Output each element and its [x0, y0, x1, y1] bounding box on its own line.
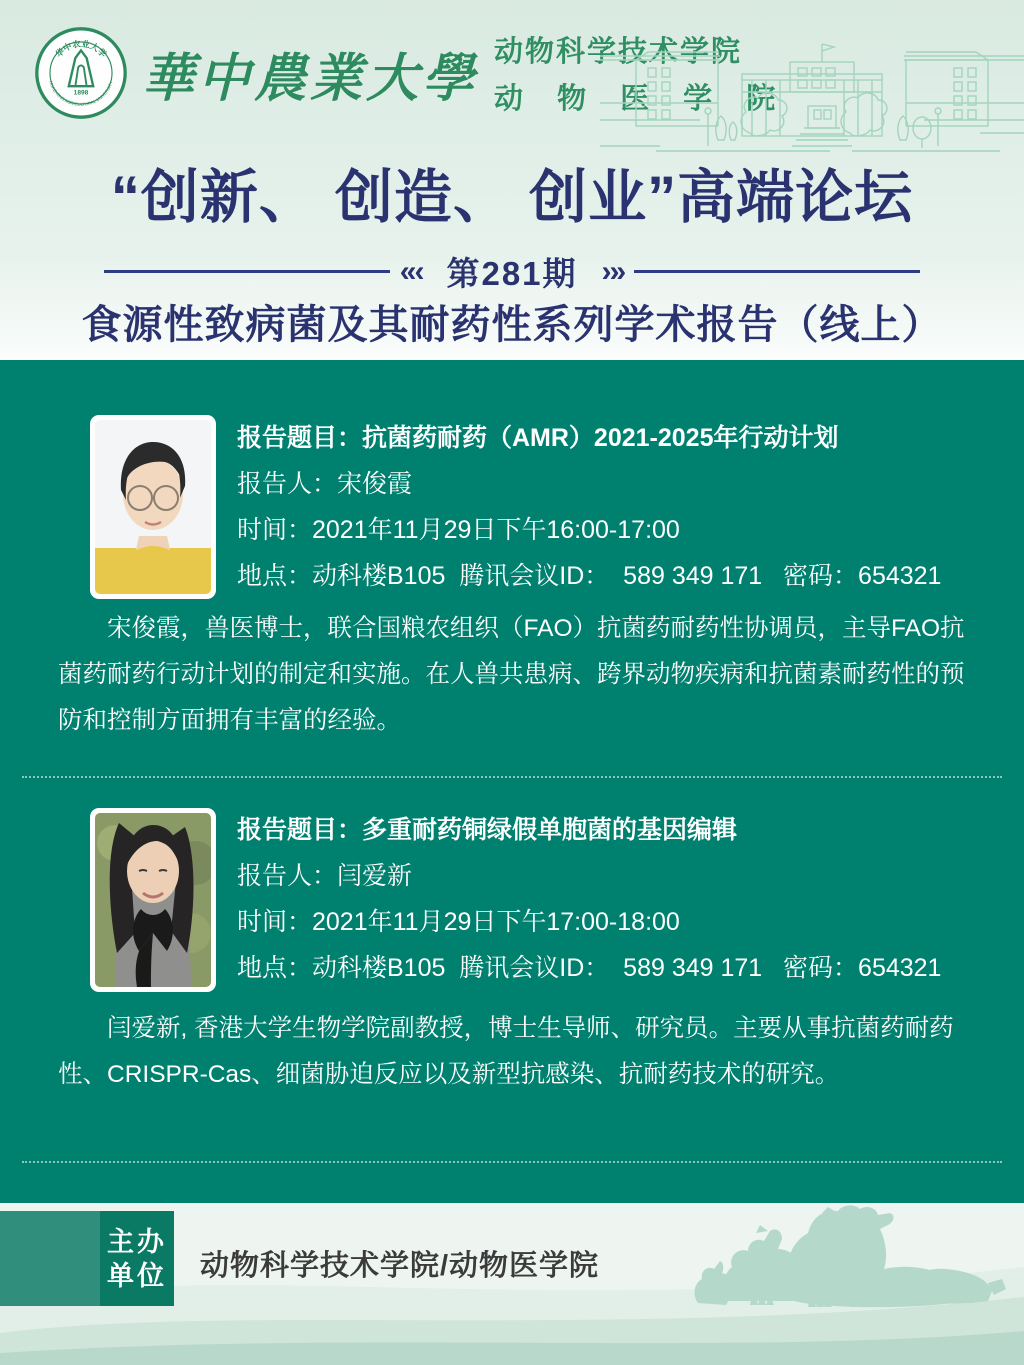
header — [0, 0, 1024, 360]
seal-top-text: 华中农业大学 — [53, 38, 109, 60]
talk1-location: 地点：动科楼B105 腾讯会议ID： 589 349 171 密码：654321 — [237, 562, 942, 590]
farm-animals-silhouette — [690, 1205, 1020, 1323]
college-line1: 动物科学技术学院 — [494, 36, 743, 68]
session-rule-left — [104, 270, 390, 273]
host-label-line2: 单位 — [107, 1260, 167, 1291]
seal-year: 1898 — [73, 89, 89, 97]
left-chevrons-icon: «‹ — [399, 254, 423, 288]
speaker1-photo — [90, 415, 216, 599]
talk2-location: 地点：动科楼B105 腾讯会议ID： 589 349 171 密码：654321 — [237, 954, 942, 982]
series-subtitle: 食源性致病菌及其耐药性系列学术报告（线上） — [81, 303, 943, 347]
speaker1-bio: 宋俊霞，兽医博士，联合国粮农组织（FAO）抗菌药耐药性协调员，主导FAO抗菌药耐药行动计划的制定和实施。在人兽共患病、跨界动物疾病和抗菌素耐药性的预防和控制方面拥有丰富的经验。 — [58, 615, 965, 734]
talk2-info — [237, 815, 977, 984]
talk2-title: 报告题目：多重耐药铜绿假单胞菌的基因编辑 — [237, 816, 738, 844]
session-number: 第281期 — [446, 255, 578, 292]
talk1-info — [237, 423, 977, 592]
university-name: 華中農業大學 — [142, 50, 479, 108]
campus-building-illustration — [600, 18, 1024, 158]
host-name: 动物科学技术学院/动物医学院 — [200, 1250, 600, 1282]
host-section — [0, 1211, 174, 1306]
section-divider-bottom — [22, 1161, 1002, 1163]
speaker2-bio: 闫爱新, 香港大学生物学院副教授，博士生导师、研究员。主要从事抗菌药耐药性、CRISPR-Cas、细菌胁迫反应以及新型抗感染、抗耐药技术的研究。 — [58, 1015, 954, 1088]
session-divider — [104, 248, 920, 295]
talk2-speaker: 报告人：闫爱新 — [237, 862, 413, 890]
university-seal-icon — [34, 26, 128, 120]
section-divider — [22, 776, 1002, 778]
speaker2-photo — [90, 808, 216, 992]
right-chevrons-icon: ›» — [601, 254, 625, 288]
talks-panel — [0, 360, 1024, 1203]
talk1-time: 时间：2021年11月29日下午16:00-17:00 — [237, 516, 680, 544]
talk2-time: 时间：2021年11月29日下午17:00-18:00 — [237, 908, 680, 936]
college-line2: 动 物 医 学 院 — [494, 83, 789, 115]
host-label — [100, 1211, 174, 1306]
talk1-speaker: 报告人：宋俊霞 — [237, 470, 413, 498]
session-rule-right — [634, 270, 920, 273]
speaker2-portrait-icon — [95, 813, 211, 987]
seal-bottom-text: HUAZHONG AGRICULTURAL UNIVERSITY — [48, 80, 114, 107]
footer — [0, 1203, 1024, 1365]
forum-title: “创新、 创造、 创业”高端论坛 — [110, 165, 914, 230]
host-label-line1: 主办 — [107, 1226, 167, 1257]
speaker1-portrait-icon — [95, 420, 211, 594]
host-accent-block — [0, 1211, 100, 1306]
talk1-title: 报告题目：抗菌药耐药（AMR）2021-2025年行动计划 — [237, 424, 839, 452]
